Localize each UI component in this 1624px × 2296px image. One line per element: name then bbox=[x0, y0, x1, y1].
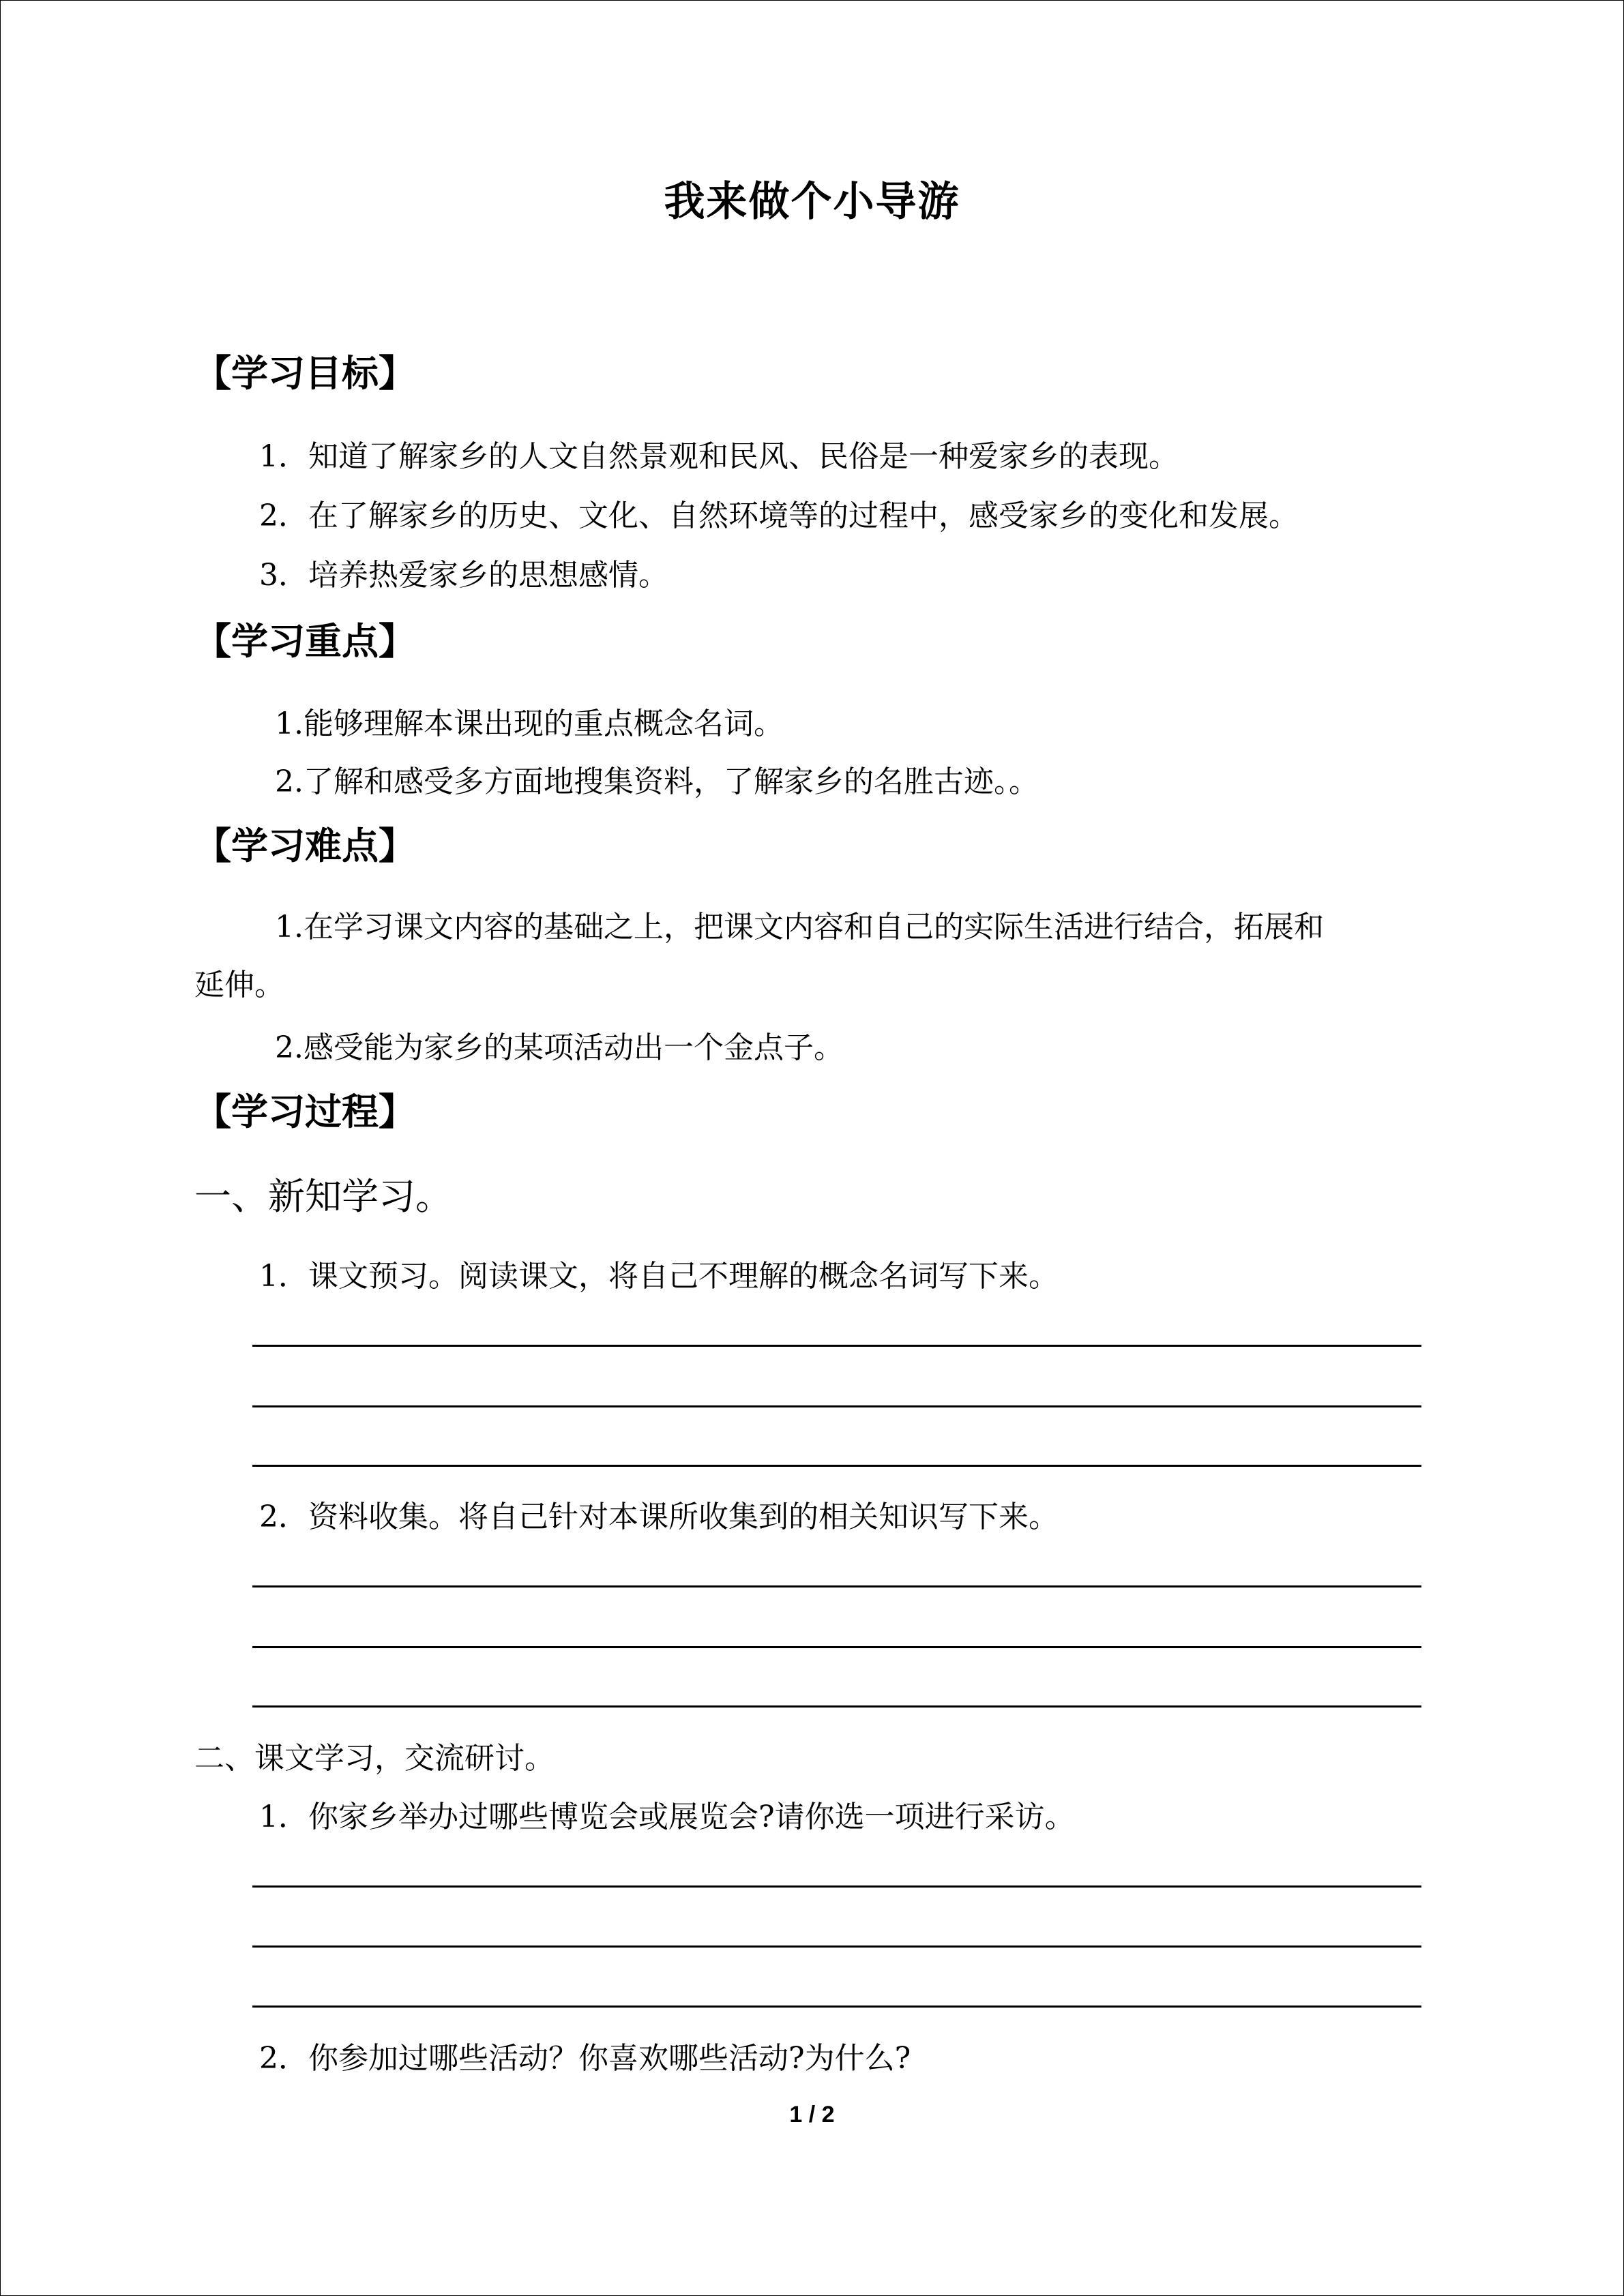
answer-line bbox=[252, 1405, 1421, 1407]
goals-heading: 【学习目标】 bbox=[194, 352, 415, 395]
answer-line bbox=[252, 1345, 1421, 1347]
page-title: 我来做个小导游 bbox=[664, 178, 960, 226]
part2-question-1: 1．你家乡举办过哪些博览会或展览会?请你选一项进行采访。 bbox=[259, 1800, 1075, 1834]
difficulty-item-1-line-1: 1.在学习课文内容的基础之上，把课文内容和自己的实际生活进行结合，拓展和 bbox=[275, 910, 1324, 944]
difficulty-item-2: 2.感受能为家乡的某项活动出一个金点子。 bbox=[275, 1030, 844, 1065]
difficulties-heading: 【学习难点】 bbox=[194, 824, 415, 867]
part2-title: 二、课文学习，交流研讨。 bbox=[194, 1741, 555, 1776]
page-number: 1 / 2 bbox=[789, 2102, 835, 2128]
goal-item-2: 2．在了解家乡的历史、文化、自然环境等的过程中，感受家乡的变化和发展。 bbox=[259, 498, 1299, 533]
part2-question-2: 2．你参加过哪些活动？你喜欢哪些活动?为什么? bbox=[259, 2041, 911, 2076]
difficulty-item-1-line-2: 延伸。 bbox=[194, 968, 284, 1002]
key-point-item-1: 1.能够理解本课出现的重点概念名词。 bbox=[275, 706, 784, 741]
key-points-heading: 【学习重点】 bbox=[194, 620, 415, 663]
part1-question-2: 2．资料收集。将自己针对本课所收集到的相关知识写下来。 bbox=[259, 1500, 1059, 1534]
answer-line bbox=[252, 1465, 1421, 1467]
answer-line bbox=[252, 2006, 1421, 2008]
part1-title: 一、新知学习。 bbox=[194, 1175, 452, 1218]
answer-line bbox=[252, 1945, 1421, 1948]
goal-item-1: 1．知道了解家乡的人文自然景观和民风、民俗是一种爱家乡的表现。 bbox=[259, 439, 1179, 474]
part1-question-1: 1．课文预习。阅读课文，将自己不理解的概念名词写下来。 bbox=[259, 1259, 1059, 1294]
answer-line bbox=[252, 1885, 1421, 1888]
answer-line bbox=[252, 1646, 1421, 1648]
answer-line bbox=[252, 1705, 1421, 1708]
process-heading: 【学习过程】 bbox=[194, 1090, 415, 1133]
key-point-item-2: 2.了解和感受多方面地搜集资料，了解家乡的名胜古迹。。 bbox=[275, 764, 1039, 799]
answer-line bbox=[252, 1585, 1421, 1587]
goal-item-3: 3．培养热爱家乡的思想感情。 bbox=[259, 558, 668, 593]
